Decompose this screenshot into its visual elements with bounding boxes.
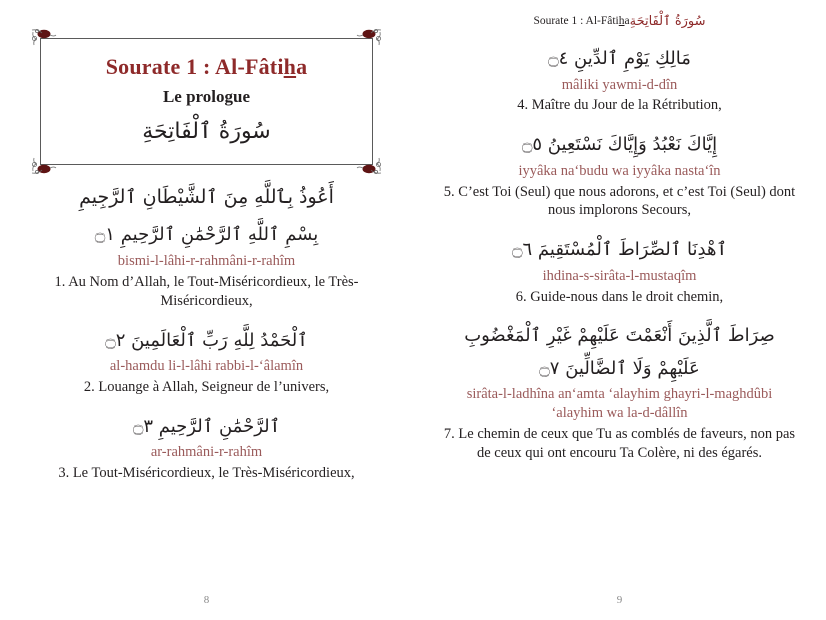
verse-transliteration: ar-rahmâni-r-rahîm [150,444,263,461]
verse-translation: 7. Le chemin de ceux que Tu as comblés de faveurs, non pas de ceux qui ont encouru Ta Colère, ni des égarés. [443,426,796,461]
verse-block-6 [441,234,798,306]
verse-arabic: صِرَاطَ ٱلَّذِينَ أَنْعَمْتَ عَلَيْهِمْ غَيْرِ ٱلْمَغْضُوبِ [464,325,775,347]
verse-block-4 [441,43,798,115]
verse-transliteration: iyyâka na‘budu wa iyyâka nasta‘în [518,162,721,179]
running-head [441,14,798,29]
verse-arabic: ٱهْدِنَا ٱلصِّرَاطَ ٱلْمُسْتَقِيمَ ۝٦ [511,239,728,261]
corner-ornament-icon [28,147,58,177]
running-head-underlined-letter: h [618,15,625,27]
istiadha-arabic: أَعُوذُ بِٱللَّهِ مِنَ ٱلشَّيْطَانِ ٱلرَّجِيمِ [79,186,334,209]
surah-title-frame [40,38,373,165]
surah-title-suffix: a [296,54,308,79]
corner-ornament-icon [355,147,385,177]
surah-title [51,55,362,79]
verse-block-5 [441,129,798,220]
verse-translation: 1. Au Nom d’Allah, le Tout-Miséricordieux, le Très-Miséricordieux, [54,273,359,309]
verse-arabic: إِيَّاكَ نَعْبُدُ وَإِيَّاكَ نَسْتَعِينُ ۝٥ [521,134,718,156]
verse-transliteration: bismi-l-lâhi-r-rahmâni-r-rahîm [117,252,296,269]
verse-block-1 [36,219,377,310]
surah-title-underlined-letter: h [283,54,297,79]
surah-arabic-title: سُورَةُ ٱلْفَاتِحَةِ [142,119,271,145]
verse-arabic: مَالِكِ يَوْمِ ٱلدِّينِ ۝٤ [548,48,691,69]
verse-transliteration: sirâta-l-ladhîna an‘amta ‘alayhim ghayri-l-maghdûbi ‘alayhim wa la-d-dâllîn [466,386,773,422]
surah-title-prefix: Sourate 1 : Al-Fâti [105,54,284,79]
verse-block-2 [36,325,377,397]
verse-translation: 5. C’est Toi (Seul) que nous adorons, et c’est Toi (Seul) dont nous implorons Secours, [443,183,796,219]
running-head-suffix: a [624,15,630,27]
page-number-left: 8 [203,594,210,606]
running-head-arabic: سُورَةُ ٱلْفَاتِحَةِ [629,14,706,29]
verse-translation: 6. Guide-nous dans le droit chemin, [515,288,724,305]
verse-translation: 4. Maître du Jour de la Rétribution, [517,97,722,114]
running-head-prefix: Sourate 1 : Al-Fâti [533,15,619,27]
right-page [413,0,826,620]
corner-ornament-icon [28,26,58,56]
page-number-right: 9 [616,594,623,606]
verse-translation: 2. Louange à Allah, Seigneur de l’univers, [83,378,330,395]
verse-transliteration: ihdina-s-sirâta-l-mustaqîm [542,267,697,284]
verse-arabic: ٱلْحَمْدُ لِلَّهِ رَبِّ ٱلْعَالَمِينَ ۝٢ [105,329,308,351]
verse-transliteration: al-hamdu li-l-lâhi rabbi-l-‘âlamîn [109,358,304,375]
corner-ornament-icon [355,26,385,56]
verse-block-3 [36,411,377,483]
verse-transliteration: mâliki yawmi-d-dîn [561,76,678,93]
verse-arabic-line-2: عَلَيْهِمْ وَلَا ٱلضَّالِّينَ ۝٧ [539,357,700,379]
verse-arabic: بِسْمِ ٱللَّهِ ٱلرَّحْمَٰنِ ٱلرَّحِيمِ ۝١ [94,224,319,246]
verse-translation: 3. Le Tout-Miséricordieux, le Très-Miséricordieux, [58,465,355,482]
verse-block-7 [441,320,798,462]
verse-arabic: ٱلرَّحْمَٰنِ ٱلرَّحِيمِ ۝٣ [132,415,281,437]
surah-subtitle: Le prologue [162,87,251,107]
